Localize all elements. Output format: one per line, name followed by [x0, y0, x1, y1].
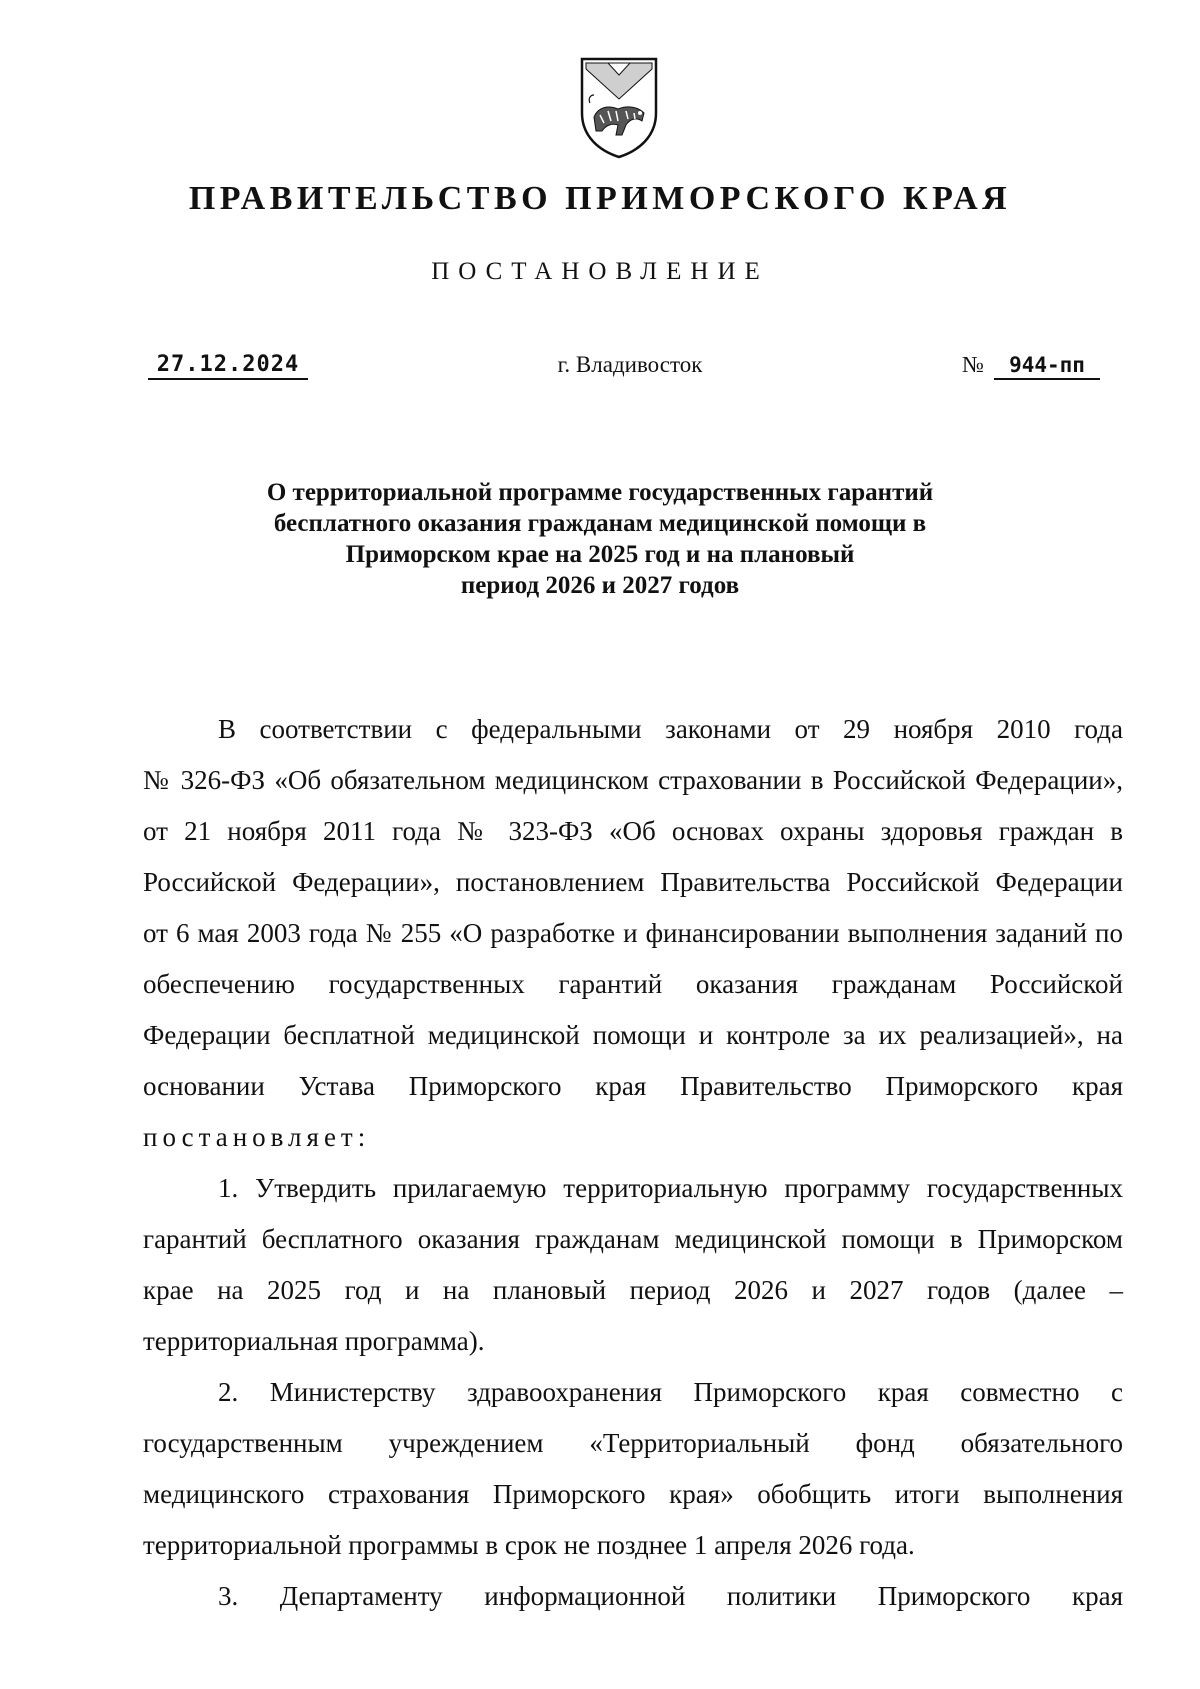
body-line: гарантий бесплатного оказания гражданам медицинской помощи в Приморском	[143, 1224, 1123, 1254]
body-line: В соответствии с федеральными законами от 29 ноября 2010 года	[218, 714, 1123, 744]
government-title: ПРАВИТЕЛЬСТВО ПРИМОРСКОГО КРАЯ	[188, 180, 1012, 217]
heading-line: период 2026 и 2027 годов	[460, 572, 740, 599]
body-line: Российской Федерации», постановлением Правительства Российской Федерации	[143, 867, 1123, 897]
body-line: 1. Утвердить прилагаемую территориальную программу государственных	[218, 1173, 1123, 1203]
body-line: № 326-ФЗ «Об обязательном медицинском страховании в Российской Федерации»,	[143, 765, 1123, 795]
coat-of-arms-emblem	[578, 55, 660, 161]
preamble-paragraph	[143, 704, 1123, 1163]
item-paragraph-3	[143, 1571, 1123, 1622]
body-line: от 21 ноября 2011 года № 323-ФЗ «Об основах охраны здоровья граждан в	[143, 816, 1123, 846]
document-number-label: №	[962, 352, 984, 377]
body-line: Федерации бесплатной медицинской помощи и контроле за их реализацией», на	[143, 1020, 1123, 1050]
item-paragraph-2	[143, 1367, 1123, 1571]
document-date: 27.12.2024	[148, 352, 308, 380]
body-line: основании Устава Приморского края Правительство Приморского края	[143, 1071, 1123, 1101]
body-line: 3. Департаменту информационной политики Приморского края	[218, 1581, 1123, 1611]
document-body	[143, 704, 1123, 1622]
heading-line: бесплатного оказания гражданам медицинской помощи в	[273, 510, 927, 537]
body-line: территориальной программы в срок не позднее 1 апреля 2026 года.	[143, 1530, 915, 1560]
body-line: территориальная программа).	[143, 1326, 485, 1356]
body-line: от 6 мая 2003 года № 255 «О разработке и финансировании выполнения заданий по	[143, 918, 1123, 948]
heading-line: Приморском крае на 2025 год и на плановый	[345, 541, 855, 568]
body-line: крае на 2025 год и на плановый период 2026 и 2027 годов (далее –	[143, 1275, 1123, 1305]
body-line: 2. Министерству здравоохранения Приморского края совместно с	[218, 1377, 1123, 1407]
document-city: г. Владивосток	[557, 352, 703, 377]
body-line: обеспечению государственных гарантий оказания гражданам Российской	[143, 969, 1123, 999]
document-type: ПОСТАНОВЛЕНИЕ	[431, 258, 769, 285]
body-line: государственным учреждением «Территориальный фонд обязательного	[143, 1428, 1123, 1458]
body-line: медицинского страхования Приморского края» обобщить итоги выполнения	[143, 1479, 1123, 1509]
document-heading	[150, 477, 1050, 601]
body-line: постановляет:	[143, 1122, 371, 1152]
item-paragraph-1	[143, 1163, 1123, 1367]
heading-line: О территориальной программе государственных гарантий	[266, 479, 934, 506]
document-number: 944-пп	[994, 352, 1100, 380]
